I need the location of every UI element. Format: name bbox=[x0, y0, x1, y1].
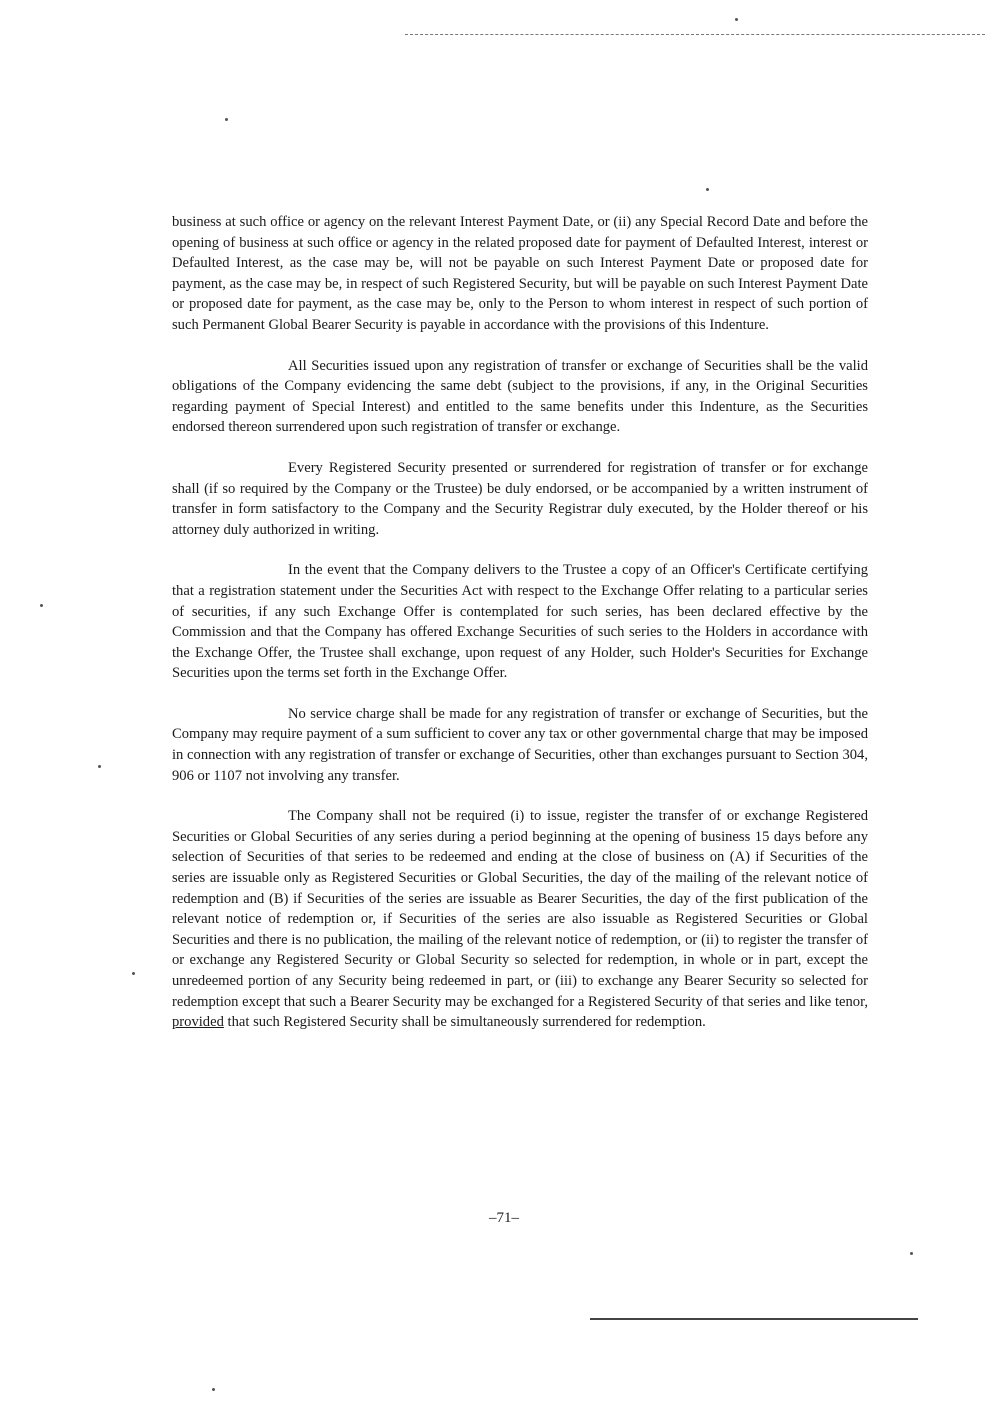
scan-speck bbox=[910, 1252, 913, 1255]
paragraph-3: Every Registered Security presented or surrendered for registration of transfer or for exchange shall (if so required by the Company or the Trustee) be duly endorsed, or be accompanied by a written instrument of transfer in form satisfactory to the Company and the Security Registrar duly executed, by the Holder thereof or his attorney duly authorized in writing. bbox=[172, 459, 868, 538]
scan-speck bbox=[735, 18, 738, 21]
scan-speck bbox=[40, 604, 43, 607]
paragraph-2: All Securities issued upon any registration of transfer or exchange of Securities shall be the valid obligations of the Company evidencing the same debt (subject to the provisions, if any, in the Original Securities regarding payment of Special Interest) and entitled to the same benefits under this Indenture, as the Securities endorsed thereon surrendered upon such registration of transfer or exchange. bbox=[172, 357, 868, 436]
paragraph-5: No service charge shall be made for any registration of transfer or exchange of Securities, but the Company may require payment of a sum sufficient to cover any tax or other governmental charge that may be imposed in connection with any registration of transfer or exchange of Securities, other than exchanges pursuant to Section 304, 906 or 1107 not involving any transfer. bbox=[172, 705, 868, 784]
paragraph-6-text-start: The Company shall not be required (i) to issue, register the transfer of or exchange Registered Securities or Global Securities of any series during a period beginning at the opening of business 15 days before any selection of Securities of that series to be redeemed and ending at the close of business on (A) if Securities of the series are issuable only as Registered Securities or Global Securities, the day of the mailing of the relevant notice of redemption and (B) if Securities of the series are issuable as Bearer Securities, the day of the first publication of the relevant notice of redemption or, if Securities of the series are also issuable as Registered Securities or Global Securities and there is no publication, the mailing of the relevant notice of redemption, or (ii) to register the transfer of or exchange any Registered Security or Global Security so selected for redemption, in whole or in part, except the unredeemed portion of any Security being redeemed in part, or (iii) to exchange any Bearer Security so selected for redemption except that such a Bearer Security may be exchanged for a Registered Security of that series and like tenor, bbox=[172, 808, 868, 1010]
scan-speck bbox=[132, 972, 135, 975]
page-number: –71– bbox=[489, 1210, 519, 1226]
document-body bbox=[172, 212, 868, 1053]
scan-top-line bbox=[405, 34, 985, 35]
scan-bottom-line bbox=[590, 1318, 918, 1320]
provided-underlined: provided bbox=[172, 1014, 224, 1031]
scan-speck bbox=[706, 188, 709, 191]
scan-speck bbox=[225, 118, 228, 121]
scan-speck bbox=[98, 765, 101, 768]
scan-speck bbox=[212, 1388, 215, 1391]
paragraph-4: In the event that the Company delivers to the Trustee a copy of an Officer's Certificate certifying that a registration statement under the Securities Act with respect to the Exchange Offer relating to a particular series of securities, if any such Exchange Offer is contemplated for such series, has been declared effective by the Commission and that the Company has offered Exchange Securities of such series to the Holders in accordance with the Exchange Offer, the Trustee shall exchange, upon request of any Holder, such Holder's Securities for Exchange Securities upon the terms set forth in the Exchange Offer. bbox=[172, 562, 868, 682]
paragraph-1: business at such office or agency on the relevant Interest Payment Date, or (ii) any Special Record Date and before the opening of business at such office or agency in the related proposed date for payment of Defaulted Interest, interest or Defaulted Interest, as the case may be, will not be payable on such Interest Payment Date or proposed date for payment, as the case may be, in respect of such Registered Security, but will be payable on such Interest Payment Date or proposed date for payment, as the case may be, only to the Person to whom interest in respect of such portion of such Permanent Global Bearer Security is payable in accordance with the provisions of this Indenture. bbox=[172, 214, 868, 333]
paragraph-6 bbox=[172, 806, 868, 1033]
paragraph-6-text-end: that such Registered Security shall be simultaneously surrendered for redemption. bbox=[223, 1014, 706, 1031]
